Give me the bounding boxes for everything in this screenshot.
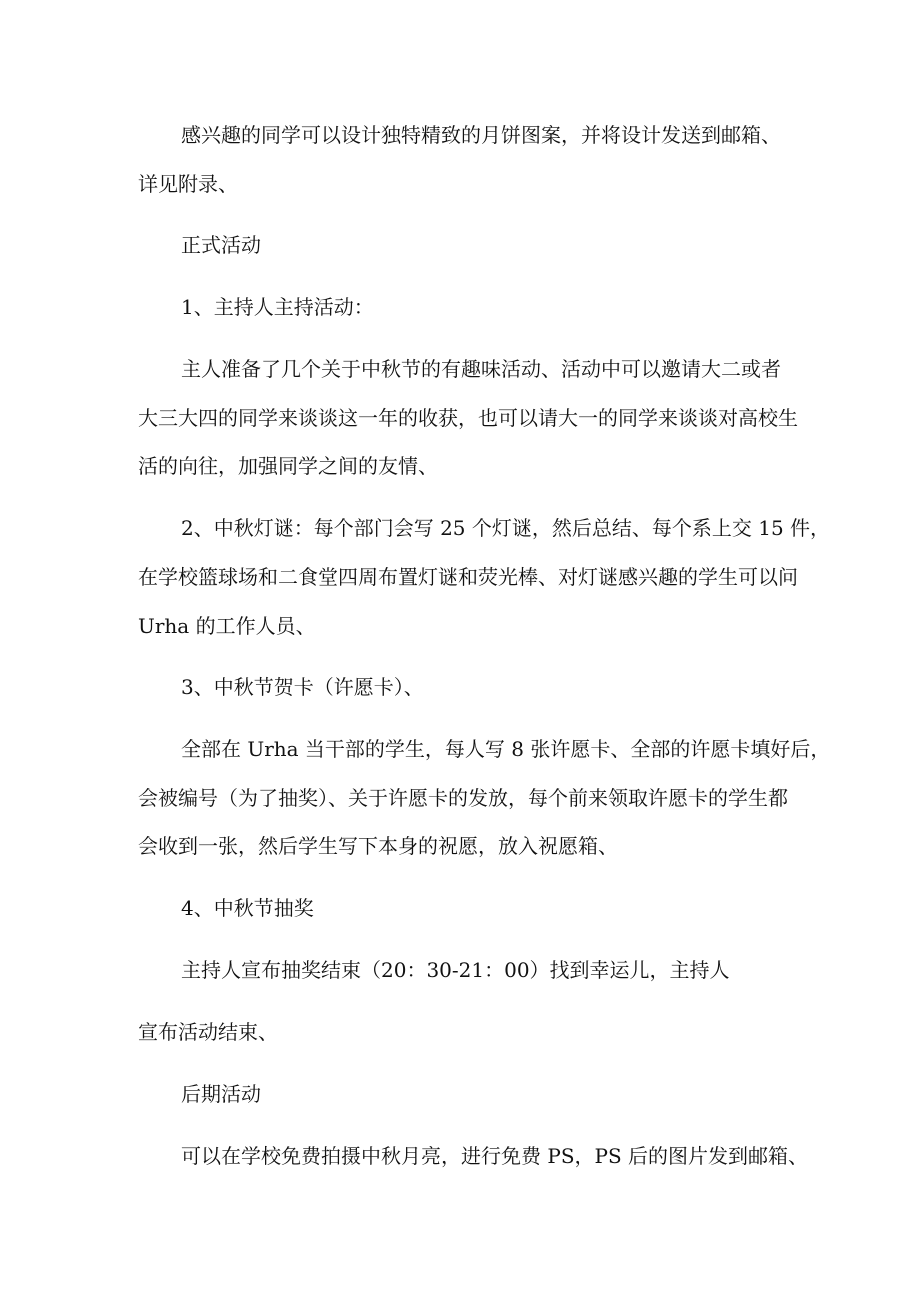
section-heading: 正式活动	[181, 233, 261, 257]
list-item-heading: 4、中秋节抽奖	[181, 896, 314, 920]
text-line: 会被编号（为了抽奖）、关于许愿卡的发放，每个前来领取许愿卡的学生都	[138, 786, 788, 810]
text-line: 2、中秋灯谜：每个部门会写 25 个灯谜，然后总结、每个系上交 15 件，	[181, 516, 831, 540]
list-item-heading: 1、主持人主持活动：	[181, 295, 374, 319]
text-line: 会收到一张，然后学生写下本身的祝愿，放入祝愿箱、	[138, 834, 618, 858]
text-line: 详见附录、	[138, 172, 238, 196]
text-line: 大三大四的同学来谈谈这一年的收获，也可以请大一的同学来谈谈对高校生	[138, 406, 798, 430]
text-line: 可以在学校免费拍摄中秋月亮，进行免费 PS，PS 后的图片发到邮箱、	[181, 1144, 809, 1168]
text-line: 全部在 Urha 当干部的学生，每人写 8 张许愿卡、全部的许愿卡填好后，	[181, 737, 831, 761]
text-line: 主人准备了几个关于中秋节的有趣味活动、活动中可以邀请大二或者	[181, 357, 781, 381]
list-item-heading: 3、中秋节贺卡（许愿卡）、	[181, 675, 424, 699]
text-line: Urha 的工作人员、	[138, 614, 316, 638]
text-line: 活的向往，加强同学之间的友情、	[138, 454, 438, 478]
section-heading: 后期活动	[181, 1082, 261, 1106]
text-line: 主持人宣布抽奖结束（20：30-21：00）找到幸运儿，主持人	[181, 958, 730, 982]
text-line: 在学校篮球场和二食堂四周布置灯谜和荧光棒、对灯谜感兴趣的学生可以问	[138, 565, 798, 589]
text-line: 宣布活动结束、	[138, 1020, 278, 1044]
text-line: 感兴趣的同学可以设计独特精致的月饼图案，并将设计发送到邮箱、	[181, 123, 781, 147]
